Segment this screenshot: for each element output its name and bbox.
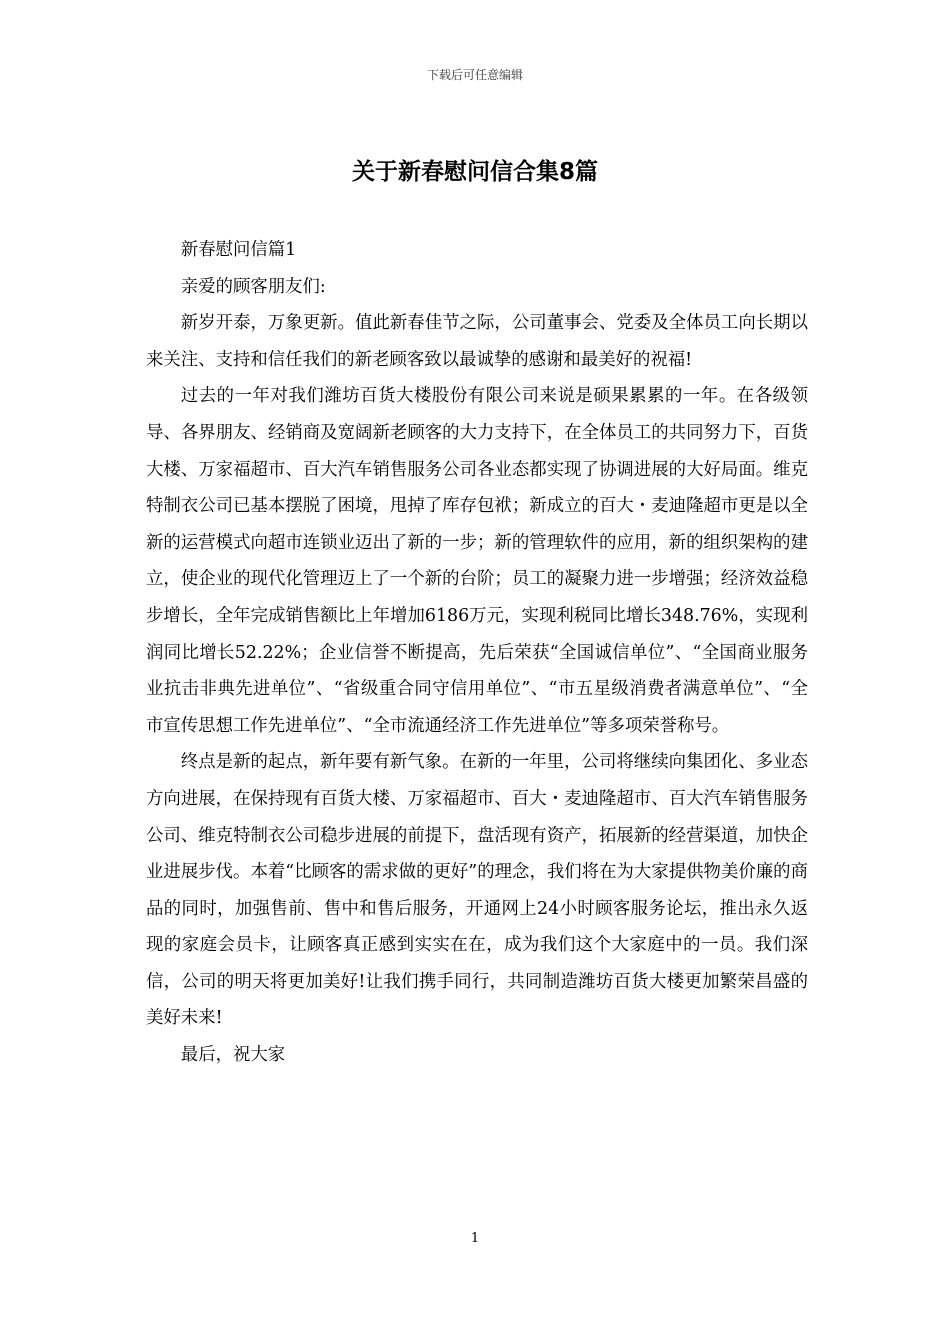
paragraph: 过去的一年对我们潍坊百货大楼股份有限公司来说是硕果累累的一年。在各级领导、各界朋友、经销商及宽阔新老顾客的大力支持下，在全体员工的共同努力下，百货大楼、万家福超市、百大汽车销售服务公司各业态都实现了协调进展的大好局面。维克特制衣公司已基本摆脱了困境，甩掉了库存包袱；新成立的百大・麦迪隆超市更是以全新的运营模式向超市连锁业迈出了新的一步；新的管理软件的应用，新的组织架构的建立，使企业的现代化管理迈上了一个新的台阶；员工的凝聚力进一步增强；经济效益稳步增长，全年完成销售额比上年增加6186万元，实现利税同比增长348.76%，实现利润同比增长52.22%；企业信誉不断提高，先后荣获“全国诚信单位”、“全国商业服务业抗击非典先进单位”、“省级重合同守信用单位”、“市五星级消费者满意单位”、“全市宣传思想工作先进单位”、“全市流通经济工作先进单位”等多项荣誉称号。 (146, 386, 808, 736)
closing-line: 最后，祝大家 (180, 1045, 286, 1066)
section-heading: 新春慰问信篇1 (180, 240, 297, 260)
page-number: 1 (470, 1231, 480, 1246)
salutation: 亲爱的顾客朋友们: (180, 276, 326, 297)
document-body (146, 232, 808, 1074)
paragraph: 新岁开泰，万象更新。值此新春佳节之际，公司董事会、党委及全体员工向长期以来关注、支持和信任我们的新老顾客致以最诚挚的感谢和最美好的祝福! (146, 313, 808, 370)
document-title: 关于新春慰问信合集8篇 (351, 159, 598, 185)
header-note: 下载后可任意编辑 (426, 68, 523, 82)
paragraph: 终点是新的起点，新年要有新气象。在新的一年里，公司将继续向集团化、多业态方向进展，在保持现有百货大楼、万家福超市、百大・麦迪隆超市、百大汽车销售服务公司、维克特制衣公司稳步进展的前提下，盘活现有资产，拓展新的经营渠道，加快企业进展步伐。本着“比顾客的需求做的更好”的理念，我们将在为大家提供物美价廉的商品的同时，加强售前、售中和售后服务，开通网上24小时顾客服务论坛，推出永久返现的家庭会员卡，让顾客真正感到实实在在，成为我们这个大家庭中的一员。我们深信，公司的明天将更加美好!让我们携手同行，共同制造潍坊百货大楼更加繁荣昌盛的美好未来! (146, 752, 808, 1029)
